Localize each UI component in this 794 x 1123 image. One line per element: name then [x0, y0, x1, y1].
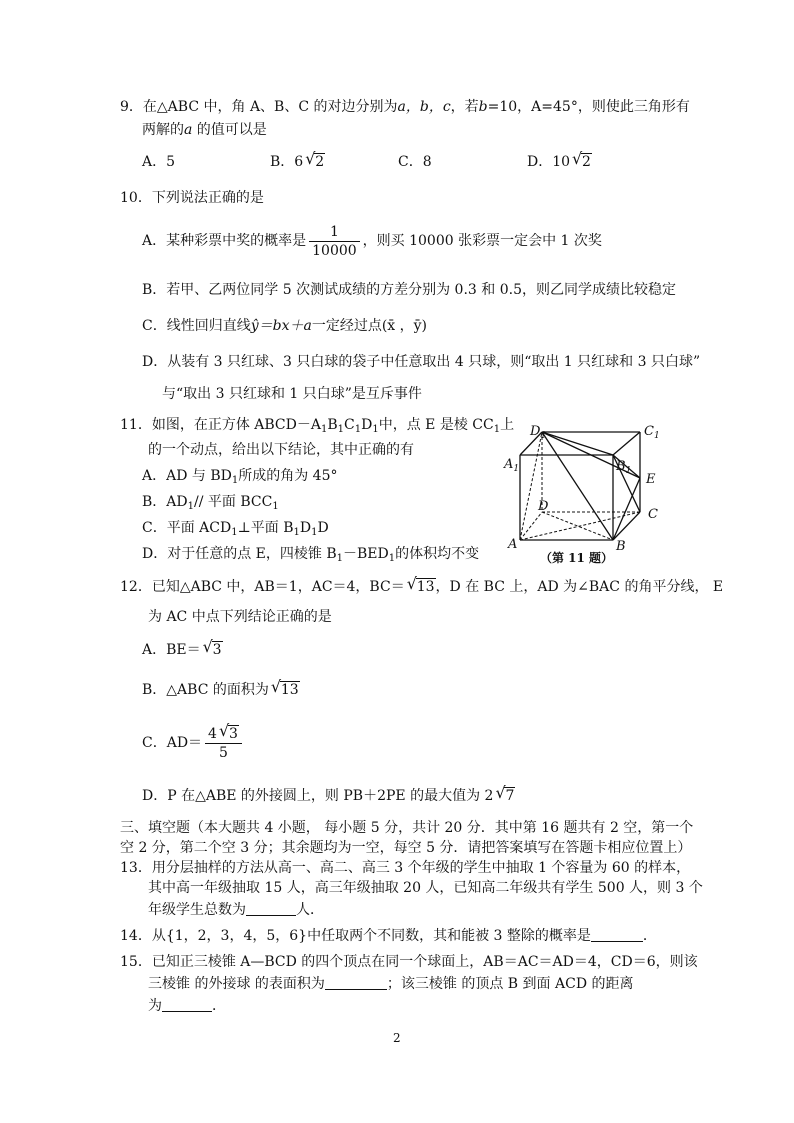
q10-option-b: B．若甲、乙两位同学 5 次测试成绩的方差分别为 0.3 和 0.5，则乙同学成绩比较稳定: [142, 282, 676, 298]
label-a1: $A_1$: [504, 457, 520, 474]
hidden-diag-a-c: [520, 512, 640, 540]
q12-stem-line1: 12．已知△ABC 中，AB＝1，AC＝4，BC＝ √ 13，D 在 BC 上，AD 为∠BAC 的角平分线， E: [120, 574, 724, 595]
label-a: A: [508, 537, 518, 552]
q11-option-b: B．$AD_1//$ 平面 $BCC_1$: [142, 494, 279, 512]
q9-option-a: A．5: [142, 154, 176, 170]
q13-answer-blank[interactable]: [246, 901, 296, 916]
edge-b1-c1: [613, 432, 640, 455]
label-d1: $D_1$: [530, 424, 547, 441]
q10-option-d-line1: D．从装有 3 只红球、3 只白球的袋子中任意取出 4 只球，则“取出 1 只红球和 3 只白球”: [142, 354, 701, 370]
q15-answer-blank-1[interactable]: [325, 975, 387, 990]
q10-option-d-line2: 与“取出 3 只红球和 1 只白球”是互斥事件: [162, 386, 422, 402]
q9-option-c: C．8: [398, 154, 432, 170]
label-d: D: [538, 499, 549, 514]
label-b1: $B_1$: [616, 459, 632, 476]
q11-option-d: D．对于任意的点 E，四棱锥 $B_1-BED_1$的体积均不变: [142, 546, 480, 564]
hidden-diag-d-b: [542, 512, 613, 540]
diag-b-e: [613, 478, 640, 540]
q12-option-a: A．BE＝ √ 3: [142, 637, 222, 658]
q12-option-d: D．P 在△ABE 的外接圆上，则 PB＋2PE 的最大值为 2 √ 7: [142, 783, 515, 804]
section3-header-line2: 空 2 分，第二个空 3 分；其余题均为一空，每空 5 分．请把答案填写在答题卡相应位置上）: [120, 840, 692, 856]
section3-header-line1: 三、填空题（本大题共 4 小题， 每小题 5 分，共计 20 分．其中第 16 题共有 2 空，第一个: [120, 820, 694, 836]
edge-b-c: [613, 512, 640, 540]
q15-line3: 为 ．: [148, 998, 226, 1014]
label-c: C: [648, 507, 658, 522]
q13-line3: 年级学生总数为 人．: [148, 902, 324, 918]
q11-option-a: A．AD 与 $BD_1$所成的角为 45°: [142, 468, 338, 486]
q10-option-a: A．某种彩票中奖的概率是 $\frac{1}{10000}$ ，则买 10000 张彩票一定会中 1 次奖: [142, 223, 602, 259]
q15-line1: 15．已知正三棱锥 A—BCD 的四个顶点在同一个球面上，AB＝AC＝AD＝4，CD＝6，则该: [120, 954, 698, 970]
q14-answer-blank[interactable]: [591, 927, 643, 942]
page-number: 2: [393, 1031, 401, 1045]
q10-stem: 10．下列说法正确的是: [120, 190, 264, 206]
q11-option-c: C．平面 $ACD_1\perp$平面 $B_1D_1D$: [142, 520, 329, 538]
figure-caption: （第 11 题）: [540, 551, 614, 565]
q12-option-b: B．△ABC 的面积为 √ 13: [142, 677, 299, 698]
q14-line: 14．从{1，2，3，4，5，6}中任取两个不同数，其和能被 3 整除的概率是 ．: [120, 928, 657, 944]
q9-stem-line2: 两解的a 的值可以是: [142, 122, 267, 138]
q15-line2: 三棱锥 的外接球 的表面积为 ；该三棱锥 的顶点 B 到面 ACD 的距离: [148, 976, 634, 992]
q15-answer-blank-2[interactable]: [162, 997, 212, 1012]
q11-stem-line2: 的一个动点，给出以下结论，其中正确的有: [148, 442, 414, 458]
q11-stem-line1: 11．如图，在正方体 $ABCD-A_1B_1C_1D_1$中，点 E 是棱 $CC_1$上: [120, 417, 515, 435]
q12-stem-line2: 为 AC 中点下列结论正确的是: [148, 609, 332, 625]
label-c1: $C_1$: [644, 424, 660, 441]
q13-line1: 13．用分层抽样的方法从高一、高二、高三 3 个年级的学生中抽取 1 个容量为 60 的样本，: [120, 860, 691, 876]
q10-option-c: C．线性回归直线ŷ＝bx＋a一定经过点(x̄ ，ȳ): [142, 318, 428, 334]
label-e: E: [646, 472, 656, 487]
diag-d1-b1: [542, 432, 613, 455]
q12-option-c: C．AD＝ 4 √ 3 5: [142, 722, 245, 764]
q9-stem-line1: 9．在△ABC 中，角 A、B、C 的对边分别为a，b，c，若b=10，A=45°，则使此三角形有: [120, 99, 690, 115]
q13-line2: 其中高一年级抽取 15 人，高三年级抽取 20 人，已知高二年级共有学生 500 人，则 3 个: [148, 880, 703, 896]
label-b: B: [616, 539, 626, 554]
hidden-diag-a-d1: [520, 432, 542, 540]
q9-option-b: B．6 √ 2: [270, 149, 325, 170]
q9-option-d: D．10 √ 2: [527, 149, 591, 170]
cube-figure: [500, 420, 675, 565]
hidden-edge-a-d: [520, 512, 542, 540]
